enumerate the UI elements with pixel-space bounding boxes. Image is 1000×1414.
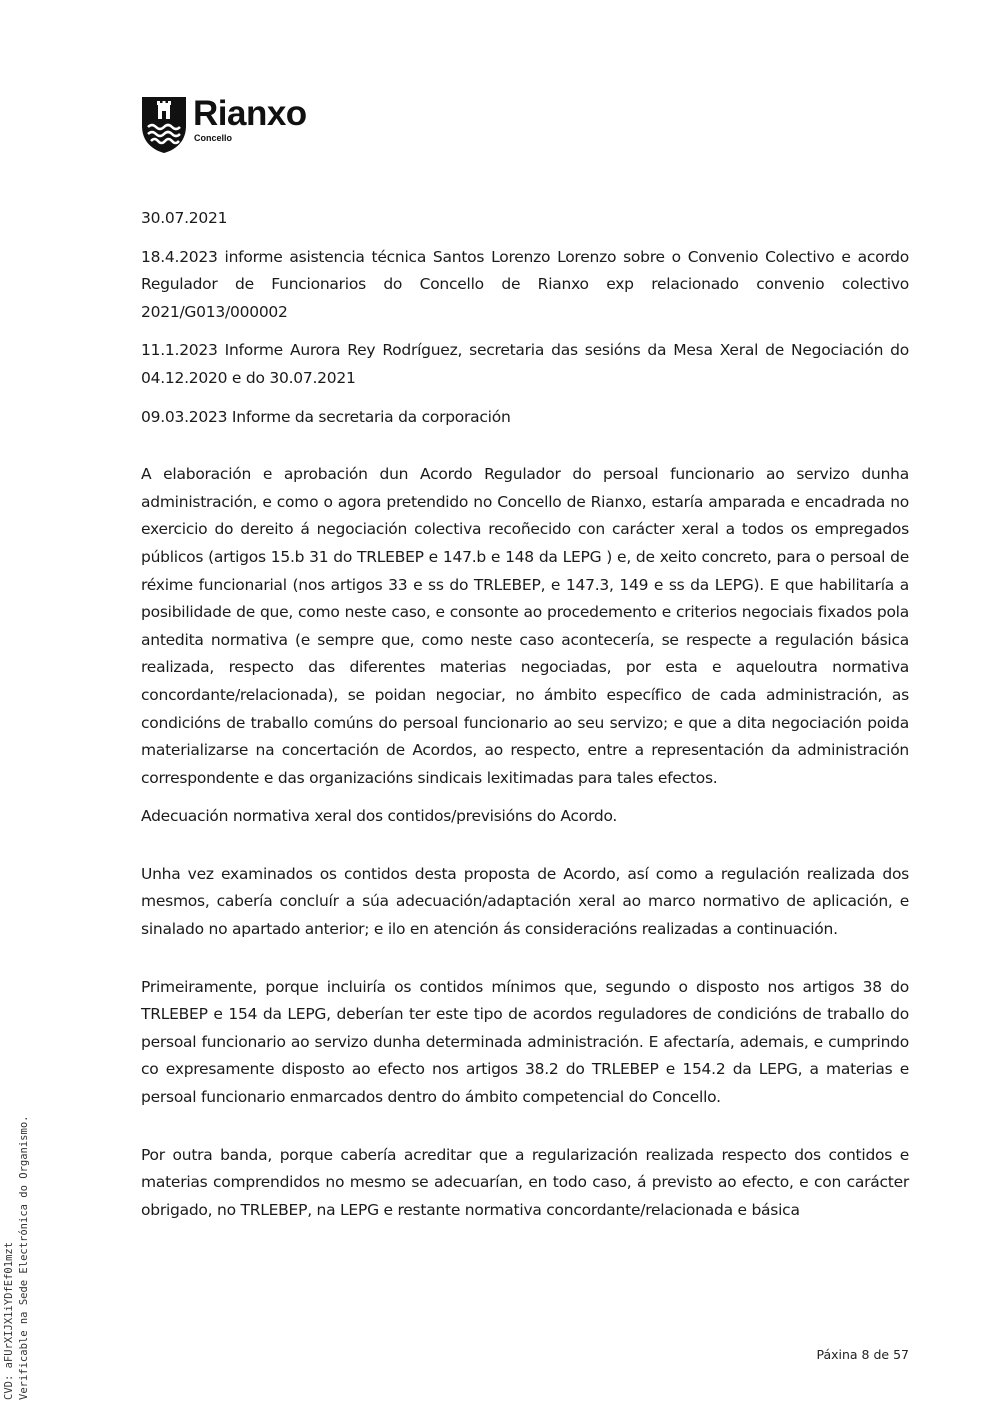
paragraph-date: 30.07.2021 bbox=[141, 209, 228, 227]
page-number: Páxina 8 de 57 bbox=[816, 1347, 909, 1362]
paragraph-body-1: A elaboración e aprobación dun Acordo Regulador do persoal funcionario ao servizo dunha administración, e como o agora pretendido no Concello de Rianxo, estaría amparada e encadrada no exercicio do dereito á negociación colectiva recoñecido con carácter xeral a todos os empregados públicos (artigos 15.b 31 do TRLEBEP e 147.b e 148 da LEPG ) e, de xeito concreto, para o persoal de réxime funcionarial (nos artigos 33 e ss do TRLEBEP, e 147.3, 149 e ss da LEPG). E que habilitaría a posibilidade de que, como neste caso, e consonte ao procedemento e criterios negociais fixados pola antedita normativa (e sempre que, como neste caso acontecería, se respecte a regulación básica realizada, respecto das diferentes materias negociadas, por esta e aqueloutra normativa concordante/relacionada), se poidan negociar, no ámbito específico de cada administración, as condicións de traballo comúns do persoal funcionario ao seu servizo; e que a dita negociación poida materializarse na concertación de Acordos, ao respecto, entre a representación da administración correspondente e das organizacións sindicais lexitimadas para tales efectos. bbox=[141, 465, 909, 787]
paragraph-body-4: Por outra banda, porque cabería acreditar que a regularización realizada respecto dos contidos e materias comprendidos no mesmo se adecuarían, en todo caso, á previsto ao efecto, e con carácter obrigado, no TRLEBEP, na LEPG e restante normativa concordante/relacionada e básica bbox=[141, 1145, 909, 1219]
rianxo-shield-icon bbox=[141, 96, 187, 154]
header-logo bbox=[141, 94, 351, 156]
paragraph-body-3: Primeiramente, porque incluiría os contidos mínimos que, segundo o disposto nos artigos 38 do TRLEBEP e 154 da LEPG, deberían ter este tipo de acordos reguladores de condicións de traballo do persoal funcionario ao servizo dunha determinada administración. E afectaría, ademais, e cumprindo co expresamente disposto ao efecto nos artigos 38.2 do TRLEBEP e 154.2 da LEPG, a materias e persoal funcionario enmarcados dentro do ámbito competencial do Concello. bbox=[141, 977, 909, 1107]
document-body bbox=[141, 205, 909, 1235]
cvd-code: CVD: aFUrXIJX1iYDfEf01mzt bbox=[3, 1241, 15, 1400]
section-heading: Adecuación normativa xeral dos contidos/previsións do Acordo. bbox=[141, 807, 618, 826]
paragraph-report-3: 09.03.2023 Informe da secretaria da corporación bbox=[141, 407, 511, 426]
logo-name: Rianxo bbox=[193, 94, 307, 133]
paragraph-report-1: 18.4.2023 informe asistencia técnica Santos Lorenzo Lorenzo sobre o Convenio Colectivo e acordo Regulador de Funcionarios do Concello de Rianxo exp relacionado convenio colectivo 2021/G013/000002 bbox=[141, 247, 909, 321]
paragraph-report-2: 11.1.2023 Informe Aurora Rey Rodríguez, secretaria das sesións da Mesa Xeral de Negociación do 04.12.2020 e do 30.07.2021 bbox=[141, 341, 909, 387]
verification-note: Verificable na Sede Electrónica do Organismo. bbox=[17, 1115, 30, 1400]
paragraph-body-2: Unha vez examinados os contidos desta proposta de Acordo, así como a regulación realizada dos mesmos, cabería concluír a súa adecuación/adaptación xeral ao marco normativo de aplicación, e sinalado no apartado anterior; e ilo en atención ás consideracións realizadas a continuación. bbox=[141, 864, 909, 939]
verification-sidebar bbox=[2, 1116, 31, 1400]
logo-subtitle: Concello bbox=[194, 133, 233, 143]
